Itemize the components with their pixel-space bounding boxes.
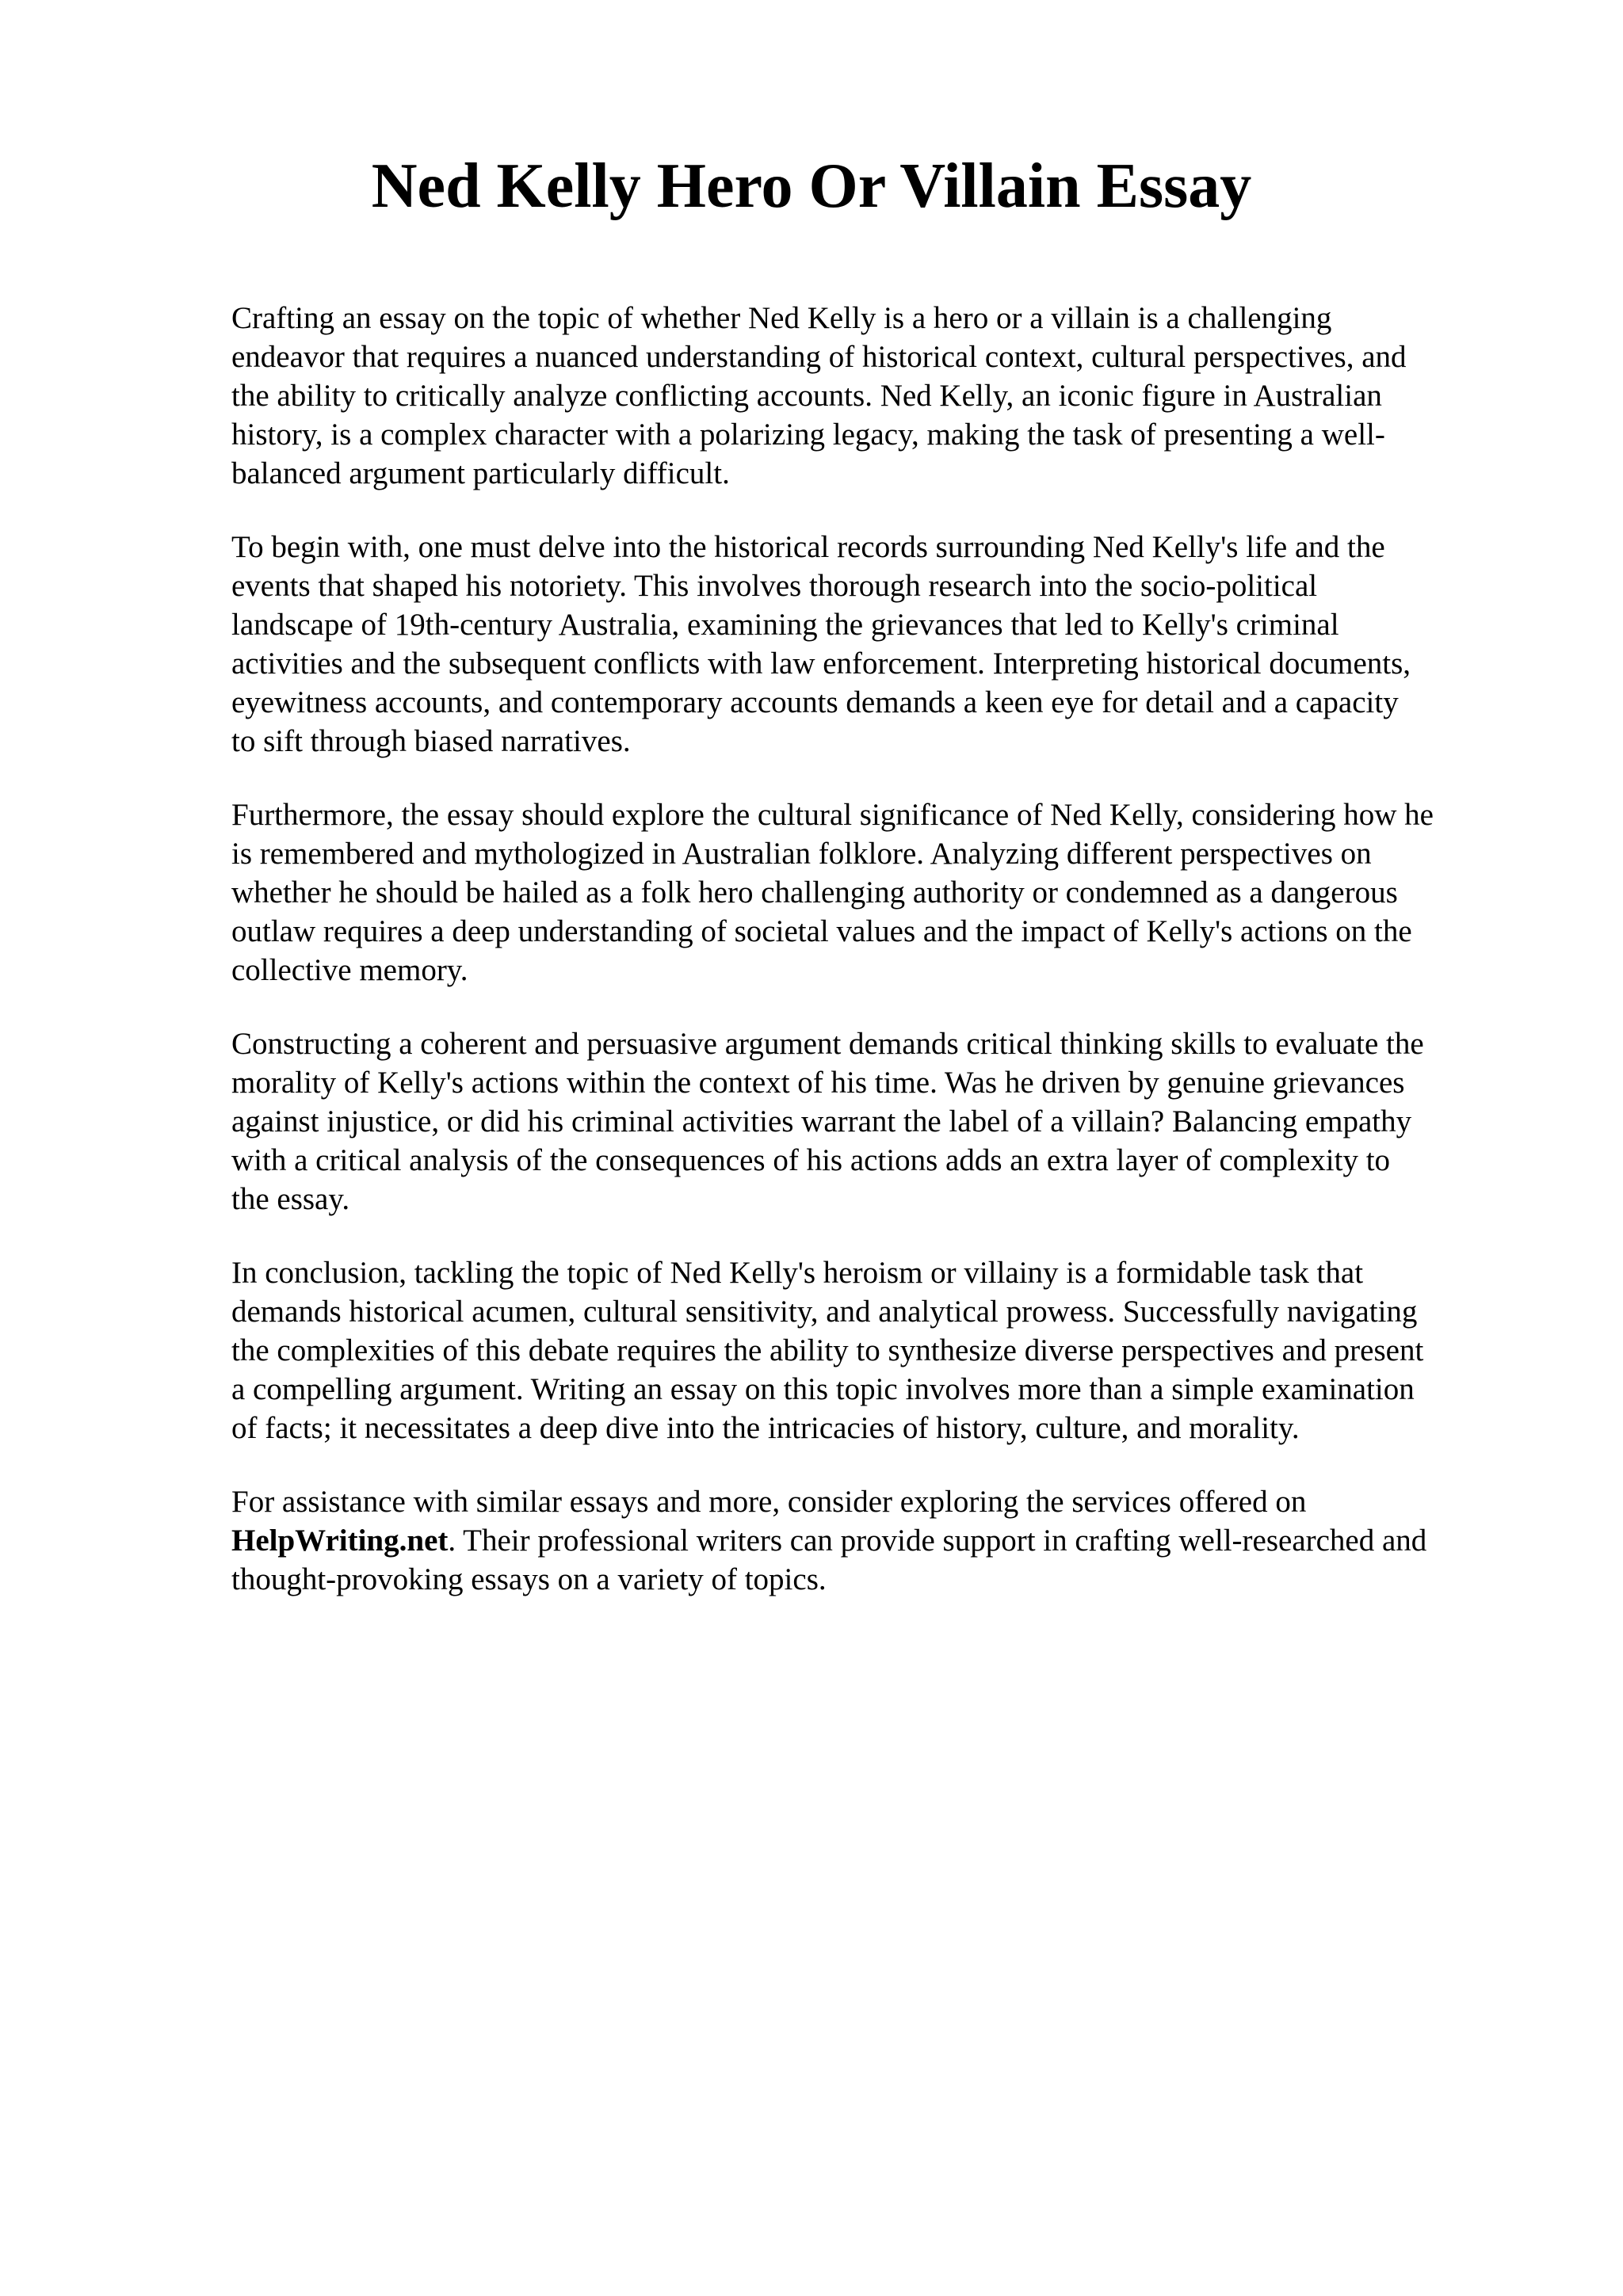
paragraph-line: the complexities of this debate requires the ability to synthesize diverse perspectives and present (231, 1333, 1424, 1367)
paragraph-line: with a critical analysis of the consequences of his actions adds an extra layer of complexity to (231, 1143, 1391, 1177)
paragraph-line: events that shaped his notoriety. This involves thorough research into the socio-political (231, 569, 1318, 603)
paragraph-line: to sift through biased narratives. (231, 724, 631, 758)
paragraph-line: thought-provoking essays on a variety of topics. (231, 1562, 827, 1596)
paragraph-line: Furthermore, the essay should explore the cultural significance of Ned Kelly, considering how he (231, 798, 1434, 832)
paragraph-line: collective memory. (231, 953, 468, 987)
paragraph-line: eyewitness accounts, and contemporary accounts demands a keen eye for detail and a capacity (231, 685, 1399, 719)
helpwriting-brand: HelpWriting.net (231, 1524, 449, 1558)
paragraph-line: the ability to critically analyze conflicting accounts. Ned Kelly, an iconic figure in Australian (231, 379, 1382, 413)
paragraph-line: of facts; it necessitates a deep dive into the intricacies of history, culture, and morality. (231, 1411, 1300, 1445)
paragraph-line: activities and the subsequent conflicts with law enforcement. Interpreting historical documents, (231, 646, 1411, 681)
paragraph-line: is remembered and mythologized in Australian folklore. Analyzing different perspectives on (231, 837, 1372, 871)
paragraph-line: a compelling argument. Writing an essay on this topic involves more than a simple examination (231, 1372, 1415, 1406)
paragraph-line: balanced argument particularly difficult. (231, 456, 730, 490)
paragraph-line: landscape of 19th-century Australia, examining the grievances that led to Kelly's criminal (231, 608, 1339, 642)
closing-paragraph (231, 1482, 1515, 1599)
paragraph-2 (231, 528, 1515, 761)
paragraph-line: endeavor that requires a nuanced understanding of historical context, cultural perspectives, and (231, 340, 1407, 374)
paragraph-4 (231, 1024, 1515, 1219)
paragraph-line: whether he should be hailed as a folk hero challenging authority or condemned as a dangerous (231, 875, 1398, 910)
essay-body (231, 299, 1515, 1634)
paragraph-3 (231, 795, 1515, 990)
page-title: Ned Kelly Hero Or Villain Essay (371, 151, 1252, 221)
paragraph-line: To begin with, one must delve into the historical records surrounding Ned Kelly's life and the (231, 530, 1385, 564)
paragraph-5 (231, 1253, 1515, 1447)
paragraph-1 (231, 299, 1515, 493)
paragraph-line: morality of Kelly's actions within the context of his time. Was he driven by genuine grievances (231, 1066, 1405, 1100)
paragraph-line: history, is a complex character with a polarizing legacy, making the task of presenting a well- (231, 418, 1385, 452)
paragraph-line: For assistance with similar essays and more, consider exploring the services offered on (231, 1485, 1307, 1519)
paragraph-line: the essay. (231, 1182, 350, 1216)
paragraph-line: . Their professional writers can provide support in crafting well-researched and (448, 1524, 1427, 1558)
paragraph-line: against injustice, or did his criminal activities warrant the label of a villain? Balancing empathy (231, 1104, 1412, 1138)
paragraph-line: Constructing a coherent and persuasive argument demands critical thinking skills to evaluate the (231, 1027, 1424, 1061)
paragraph-line: demands historical acumen, cultural sensitivity, and analytical prowess. Successfully navigating (231, 1295, 1418, 1329)
paragraph-line: Crafting an essay on the topic of whether Ned Kelly is a hero or a villain is a challenging (231, 301, 1332, 335)
paragraph-line: In conclusion, tackling the topic of Ned Kelly's heroism or villainy is a formidable task that (231, 1256, 1364, 1290)
paragraph-line: outlaw requires a deep understanding of societal values and the impact of Kelly's actions on the (231, 914, 1412, 948)
